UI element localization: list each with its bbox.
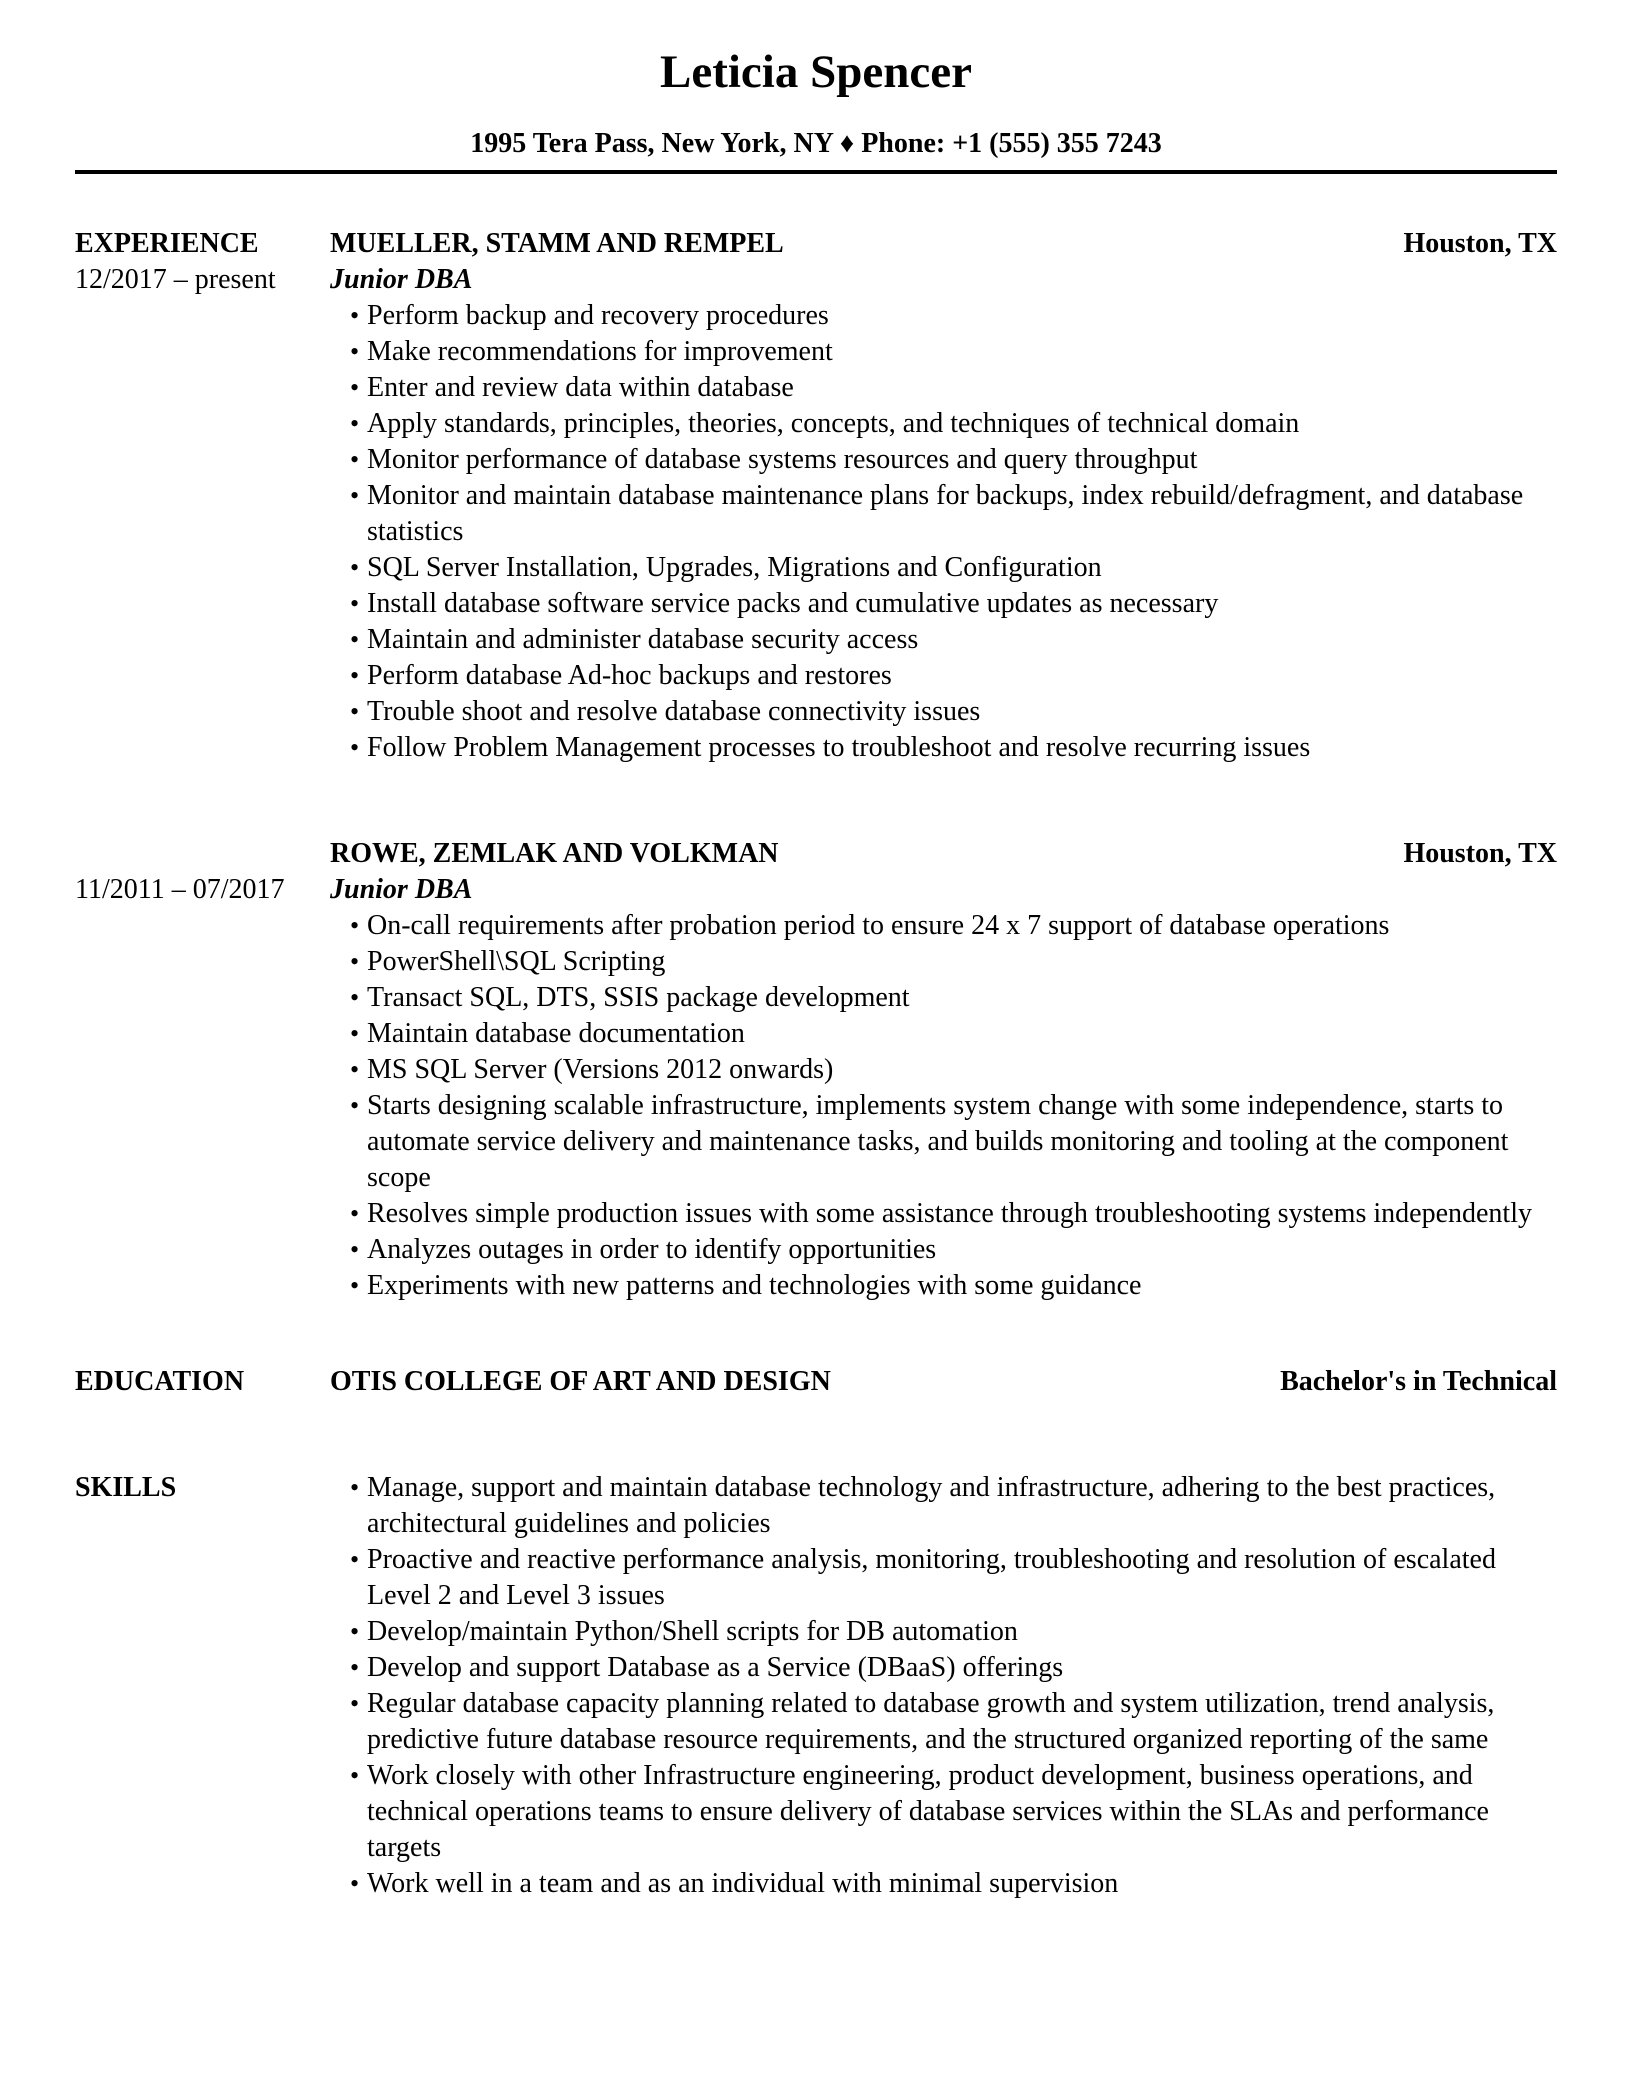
job-2-header (330, 836, 1557, 872)
bullet-item: • Work closely with other Infrastructure engineering, product development, business operations, and technical operations teams to ensure delivery of database services within the SLAs and performance targets (330, 1758, 1557, 1866)
job-2-title: Junior DBA (330, 874, 473, 905)
bullet-item: • Monitor and maintain database maintenance plans for backups, index rebuild/defragment, and database statistics (330, 478, 1557, 550)
person-name: Leticia Spencer (660, 46, 972, 98)
job-2-content (330, 836, 1557, 1304)
skills-left-column (75, 1470, 330, 1902)
bullet-item: • Transact SQL, DTS, SSIS package development (330, 980, 1557, 1016)
bullet-item: • Install database software service packs and cumulative updates as necessary (330, 586, 1557, 622)
job-1-company: MUELLER, STAMM AND REMPEL (330, 228, 784, 259)
education-degree: Bachelor's in Technical (1280, 1366, 1557, 1397)
job-2-left-column (75, 836, 330, 1304)
bullet-item: • On-call requirements after probation period to ensure 24 x 7 support of database operations (330, 908, 1557, 944)
job-2-bullet-list (330, 908, 1557, 1304)
education-left-column (75, 1364, 330, 1400)
contact-line: 1995 Tera Pass, New York, NY ♦ Phone: +1 (555) 355 7243 (470, 128, 1162, 159)
bullet-item: • Work well in a team and as an individual with minimal supervision (330, 1866, 1557, 1902)
skills-bullet-list (330, 1470, 1557, 1902)
experience-job-1-row (75, 226, 1557, 766)
bullet-item: • Follow Problem Management processes to troubleshoot and resolve recurring issues (330, 730, 1557, 766)
education-section-label: EDUCATION (75, 1366, 245, 1397)
bullet-item: • MS SQL Server (Versions 2012 onwards) (330, 1052, 1557, 1088)
bullet-item: • Regular database capacity planning related to database growth and system utilization, trend analysis, predictive future database resource requirements, and the structured organized reporting of the same (330, 1686, 1557, 1758)
bullet-item: • Proactive and reactive performance analysis, monitoring, troubleshooting and resolution of escalated Level 2 and Level 3 issues (330, 1542, 1557, 1614)
bullet-item: • Analyzes outages in order to identify opportunities (330, 1232, 1557, 1268)
skills-row (75, 1470, 1557, 1902)
bullet-item: • Manage, support and maintain database technology and infrastructure, adhering to the best practices, architectural guidelines and policies (330, 1470, 1557, 1542)
job-1-title: Junior DBA (330, 264, 473, 295)
skills-content (330, 1470, 1557, 1902)
skills-section-label: SKILLS (75, 1472, 177, 1503)
job-1-dates: 12/2017 – present (75, 264, 276, 295)
bullet-item: • Maintain and administer database security access (330, 622, 1557, 658)
job-1-location: Houston, TX (1403, 228, 1557, 259)
bullet-item: • Develop and support Database as a Service (DBaaS) offerings (330, 1650, 1557, 1686)
bullet-item: • Maintain database documentation (330, 1016, 1557, 1052)
bullet-item: • Monitor performance of database systems resources and query throughput (330, 442, 1557, 478)
job-2-company: ROWE, ZEMLAK AND VOLKMAN (330, 838, 779, 869)
bullet-item: • Resolves simple production issues with some assistance through troubleshooting systems independently (330, 1196, 1557, 1232)
education-header (330, 1364, 1557, 1400)
job-1-content (330, 226, 1557, 766)
education-content (330, 1364, 1557, 1400)
bullet-item: • Develop/maintain Python/Shell scripts for DB automation (330, 1614, 1557, 1650)
job-2-location: Houston, TX (1403, 838, 1557, 869)
bullet-item: • Apply standards, principles, theories, concepts, and techniques of technical domain (330, 406, 1557, 442)
bullet-item: • Experiments with new patterns and technologies with some guidance (330, 1268, 1557, 1304)
education-school: OTIS COLLEGE OF ART AND DESIGN (330, 1366, 831, 1397)
bullet-item: • Perform backup and recovery procedures (330, 298, 1557, 334)
bullet-item: • Starts designing scalable infrastructure, implements system change with some independence, starts to automate service delivery and maintenance tasks, and builds monitoring and tooling at the component scope (330, 1088, 1557, 1196)
experience-section-label: EXPERIENCE (75, 228, 259, 259)
experience-job-2-row (75, 836, 1557, 1304)
job-1-bullet-list (330, 298, 1557, 766)
education-row (75, 1364, 1557, 1400)
bullet-item: • PowerShell\SQL Scripting (330, 944, 1557, 980)
bullet-item: • SQL Server Installation, Upgrades, Migrations and Configuration (330, 550, 1557, 586)
bullet-item: • Make recommendations for improvement (330, 334, 1557, 370)
bullet-item: • Enter and review data within database (330, 370, 1557, 406)
job-2-dates: 11/2011 – 07/2017 (75, 874, 285, 905)
bullet-item: • Trouble shoot and resolve database connectivity issues (330, 694, 1557, 730)
job-1-header (330, 226, 1557, 262)
bullet-item: • Perform database Ad-hoc backups and restores (330, 658, 1557, 694)
header-divider (75, 170, 1557, 174)
experience-left-column (75, 226, 330, 766)
